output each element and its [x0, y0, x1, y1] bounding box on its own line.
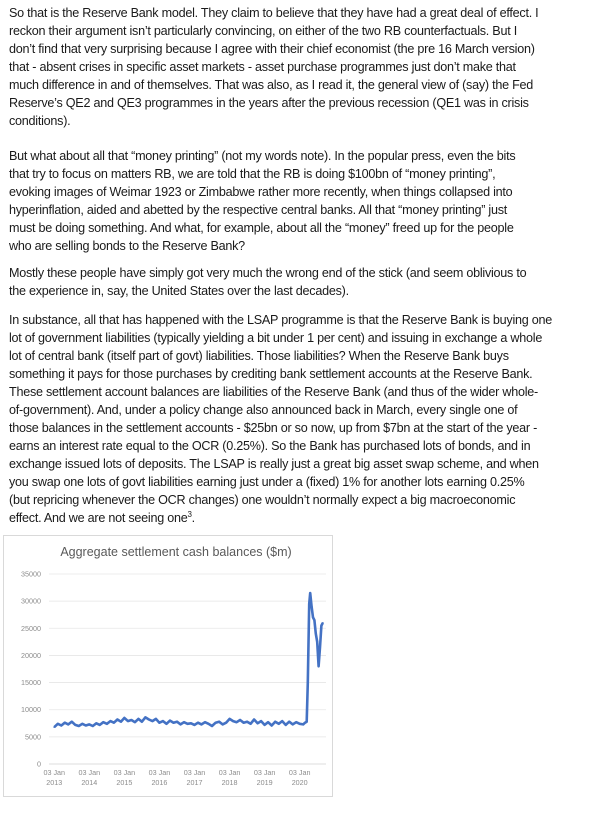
y-tick-label: 0 [37, 759, 41, 769]
data-point [208, 723, 210, 725]
data-point [194, 724, 196, 726]
data-point [53, 726, 55, 728]
chart-title: Aggregate settlement cash balances ($m) [60, 545, 292, 559]
data-point [278, 723, 280, 725]
data-point [321, 625, 323, 627]
text-line: those balances in the settlement accounts - $25bn or so now, up from $7bn at the start of the year - [9, 421, 538, 435]
data-point [169, 720, 171, 722]
text-line: that try to focus on matters RB, we are told that the RB is doing $100bn of “money printing”, [9, 167, 496, 181]
text-line: you swap one lots of govt liabilities earning just under a (fixed) 1% for another lots earning 0.25% [9, 475, 525, 489]
data-point [201, 724, 203, 726]
series-line [54, 593, 323, 727]
text-line: evoking images of Weimar 1923 or Zimbabwe rather more recently, when things collapsed into [9, 185, 513, 199]
data-point [117, 719, 119, 721]
text-line: But what about all that “money printing” (not my words note). In the popular press, even the bits [9, 149, 516, 163]
data-point [99, 724, 101, 726]
text-line: who are selling bonds to the Reserve Bank? [9, 239, 245, 253]
data-point [236, 721, 238, 723]
y-tick-label: 30000 [21, 596, 41, 606]
data-point [307, 682, 309, 684]
series-layer [53, 592, 323, 728]
data-point [110, 720, 112, 722]
data-point [285, 724, 287, 726]
text-line: conditions). [9, 114, 71, 128]
data-point [120, 721, 122, 723]
data-point [95, 722, 97, 724]
x-tick-label-year: 2017 [186, 778, 203, 787]
x-tick-label-year: 2014 [81, 778, 98, 787]
data-point [243, 722, 245, 724]
data-point [102, 721, 104, 723]
data-point [145, 716, 147, 718]
text-line: Reserve’s QE2 and QE3 programmes in the years after the previous recession (QE1 was in crisis [9, 96, 529, 110]
data-point [302, 724, 304, 726]
x-tick-label-date: 03 Jan [218, 768, 241, 777]
data-point [180, 724, 182, 726]
data-point [292, 724, 294, 726]
data-point [218, 721, 220, 723]
data-point [264, 724, 266, 726]
data-point [141, 721, 143, 723]
settlement-balances-chart [3, 535, 333, 797]
text-line: the experience in, say, the United States over the last decades). [9, 284, 349, 298]
x-tick-label [289, 768, 311, 787]
x-tick-label-date: 03 Jan [253, 768, 276, 777]
data-point [64, 722, 66, 724]
x-tick-label-year: 2015 [116, 778, 133, 787]
text-line: reckon their argument isn’t particularly convincing, on either of the two RB counterfactuals. But I [9, 24, 517, 38]
x-tick-label [43, 768, 65, 787]
data-point [92, 725, 94, 727]
data-point [318, 665, 320, 667]
data-point [197, 722, 199, 724]
data-point [159, 722, 161, 724]
data-point [311, 606, 313, 608]
data-point [187, 723, 189, 725]
paragraph-lsap-substance [9, 311, 609, 527]
text-line: exchange issued lots of deposits. The LSAP is really just a great big asset swap scheme, and when [9, 457, 539, 471]
data-point [274, 721, 276, 723]
data-point [315, 633, 317, 635]
paragraph-wrong-end-of-stick [9, 264, 609, 300]
text-line-content: effect. And we are not seeing one [9, 511, 188, 525]
data-point [250, 723, 252, 725]
y-tick-label: 20000 [21, 650, 41, 660]
data-point [253, 719, 255, 721]
data-point [131, 719, 133, 721]
data-point [162, 720, 164, 722]
data-point [271, 725, 273, 727]
paragraph-money-printing [9, 147, 609, 255]
footnote-reference[interactable]: 3 [187, 509, 192, 519]
data-point [71, 721, 73, 723]
data-point [113, 722, 115, 724]
data-point [152, 720, 154, 722]
y-tick-label: 35000 [21, 569, 41, 579]
data-point [106, 723, 108, 725]
text-line: In substance, all that has happened with the LSAP programme is that the Reserve Bank is buying one [9, 313, 553, 327]
x-tick-label [79, 768, 101, 787]
data-point [232, 720, 234, 722]
text-line: of-government). And, under a policy change also announced back in March, every single one of [9, 403, 518, 417]
data-point [127, 720, 129, 722]
chart-canvas [4, 536, 332, 796]
data-point [190, 722, 192, 724]
data-point [309, 592, 311, 594]
data-point [229, 718, 231, 720]
text-line: Mostly these people have simply got very much the wrong end of the stick (and seem oblivious to [9, 266, 527, 280]
data-point [257, 722, 259, 724]
data-point [148, 719, 150, 721]
x-tick-label-year: 2018 [221, 778, 238, 787]
text-line: that - absent crises in specific asset markets - asset purchase programmes just don’t make that [9, 60, 516, 74]
data-point [260, 720, 262, 722]
text-line-last [9, 509, 609, 527]
x-tick-label-date: 03 Jan [183, 768, 206, 777]
text-line: something it pays for those purchases by crediting bank settlement accounts at the Reserve Bank. [9, 367, 533, 381]
text-line: lot of government liabilities (typically yielding a bit under 1 per cent) and issuing in exchange a whole [9, 331, 543, 345]
data-point [312, 617, 314, 619]
data-point [138, 718, 140, 720]
data-point [267, 721, 269, 723]
data-point [211, 725, 213, 727]
data-point [222, 724, 224, 726]
x-tick-label-date: 03 Jan [148, 768, 171, 777]
data-point [322, 622, 324, 624]
y-axis-ticks [21, 570, 41, 769]
data-point [176, 721, 178, 723]
x-tick-label [114, 768, 136, 787]
data-point [239, 719, 241, 721]
text-line: (but repricing whenever the OCR changes) one wouldn’t normally expect a big macroeconomic [9, 493, 516, 507]
gridlines [49, 574, 326, 764]
data-point [78, 725, 80, 727]
data-point [155, 718, 157, 720]
x-tick-label-year: 2020 [291, 778, 308, 787]
data-point [183, 721, 185, 723]
data-point [204, 721, 206, 723]
data-point [225, 722, 227, 724]
x-tick-label-year: 2013 [46, 778, 63, 787]
x-axis-ticks [43, 768, 310, 787]
x-tick-label [149, 768, 171, 787]
text-line: So that is the Reserve Bank model. They claim to believe that they have had a great deal of effect. I [9, 6, 539, 20]
data-point [60, 725, 62, 727]
data-point [57, 723, 59, 725]
x-tick-label-date: 03 Jan [113, 768, 136, 777]
data-point [134, 721, 136, 723]
text-line: don’t find that very surprising because I agree with their chief economist (the pre 16 March version) [9, 42, 535, 56]
x-tick-label-date: 03 Jan [288, 768, 311, 777]
data-point [295, 721, 297, 723]
data-point [67, 724, 69, 726]
x-tick-label [219, 768, 241, 787]
data-point [166, 723, 168, 725]
data-point [316, 641, 318, 643]
y-tick-label: 5000 [25, 732, 41, 742]
data-point [88, 724, 90, 726]
sentence-end: . [191, 511, 195, 525]
data-point [215, 722, 217, 724]
data-point [304, 722, 306, 724]
text-line: much difference in and of themselves. That was also, as I read it, the general view of (say) the Fed [9, 78, 534, 92]
data-point [299, 723, 301, 725]
data-point [246, 721, 248, 723]
text-line: These settlement account balances are liabilities of the Reserve Bank (and thus of the wider whole- [9, 385, 538, 399]
data-point [124, 717, 126, 719]
paragraph-reserve-bank-model [9, 4, 609, 130]
x-tick-label [184, 768, 206, 787]
x-tick-label-date: 03 Jan [78, 768, 101, 777]
text-line: must be doing something. And what, for example, about all the “money” freed up for the people [9, 221, 514, 235]
data-point [308, 603, 310, 605]
x-tick-label-date: 03 Jan [43, 768, 66, 777]
data-point [281, 720, 283, 722]
y-tick-label: 15000 [21, 678, 41, 688]
x-tick-label-year: 2016 [151, 778, 168, 787]
data-point [288, 721, 290, 723]
data-point [74, 724, 76, 726]
data-point [173, 722, 175, 724]
text-line: lot of central bank (itself part of govt) liabilities. Those liabilities? When the Reserve Bank buys [9, 349, 509, 363]
x-tick-label [254, 768, 276, 787]
x-tick-label-year: 2019 [256, 778, 273, 787]
text-line: earns an interest rate equal to the OCR (0.25%). So the Bank has purchased lots of bonds, and in [9, 439, 531, 453]
y-tick-label: 25000 [21, 623, 41, 633]
y-tick-label: 10000 [21, 705, 41, 715]
text-line: hyperinflation, aided and abetted by the respective central banks. All that “money printing” just [9, 203, 507, 217]
data-point [306, 721, 308, 723]
data-point [314, 619, 316, 621]
data-point [81, 723, 83, 725]
data-point [319, 646, 321, 648]
data-point [85, 725, 87, 727]
